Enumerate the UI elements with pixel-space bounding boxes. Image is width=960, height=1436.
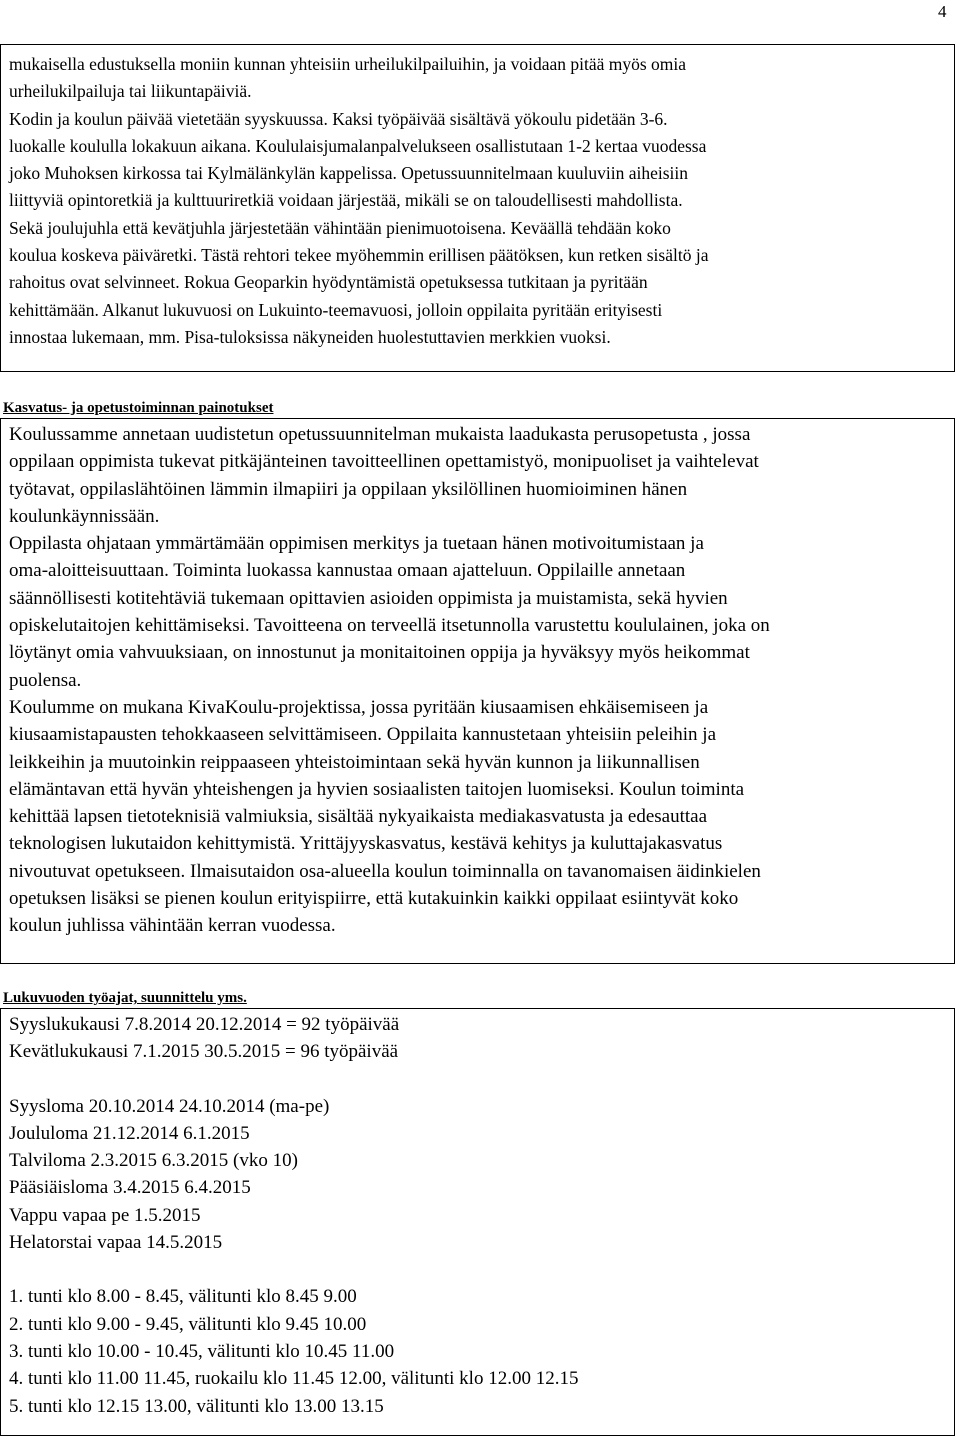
- kasvatus-line: opiskelutaitojen kehittämiseksi. Tavoitteena on terveellä itsetunnolla varustettu koululainen, joka on: [9, 615, 770, 637]
- intro-line: joko Muhoksen kirkossa tai Kylmälänkylän kappelissa. Opetussuunnitelmaan kuuluviin aiheisiin: [9, 163, 688, 184]
- holiday-line: Joululoma 21.12.2014 6.1.2015: [9, 1122, 250, 1144]
- intro-line: liittyviä opintoretkiä ja kulttuuriretkiä voidaan järjestää, mikäli se on taloudellisesti mahdollista.: [9, 190, 683, 211]
- lesson-line: 1. tunti klo 8.00 - 8.45, välitunti klo 8.45 9.00: [9, 1286, 357, 1308]
- holiday-line: Talviloma 2.3.2015 6.3.2015 (vko 10): [9, 1150, 298, 1172]
- lesson-line: 2. tunti klo 9.00 - 9.45, välitunti klo 9.45 10.00: [9, 1313, 367, 1335]
- page-number: 4: [938, 2, 947, 21]
- blank-line: [9, 1256, 950, 1283]
- holiday-line: Helatorstai vapaa 14.5.2015: [9, 1232, 223, 1254]
- lesson-line: 5. tunti klo 12.15 13.00, välitunti klo 13.00 13.15: [9, 1395, 384, 1417]
- kasvatus-line: oma-aloitteisuuttaan. Toiminta luokassa kannustaa omaan ajatteluun. Oppilaille annetaan: [9, 560, 686, 582]
- intro-line: innostaa lukemaan, mm. Pisa-tuloksissa näkyneiden huolestuttavien merkkien vuoksi.: [9, 326, 611, 347]
- intro-line: mukaisella edustuksella moniin kunnan yhteisiin urheilukilpailuihin, ja voidaan pitää myös omia: [9, 54, 687, 74]
- lesson-line: 4. tunti klo 11.00 11.45, ruokailu klo 11.45 12.00, välitunti klo 12.00 12.15: [9, 1368, 579, 1390]
- kasvatus-line: säännöllisesti kotitehtäviä tukemaan opittavien asioiden oppimista ja muistamista, sekä hyvien: [9, 587, 728, 609]
- kasvatus-line: oppilaan oppimista tukevat pitkäjänteinen tavoitteellinen opettamistyö, monipuoliset ja vaihtelevat: [9, 451, 759, 473]
- intro-text-box: [0, 44, 955, 372]
- kasvatus-line: kehittää lapsen tietoteknisiä valmiuksia, sisältää nykyaikaista mediakasvatusta ja edesauttaa: [9, 806, 708, 828]
- kasvatus-line: Koulumme on mukana KivaKoulu-projektissa, jossa pyritään kiusaamisen ehkäisemiseen ja: [9, 696, 709, 718]
- term-line: Syyslukukausi 7.8.2014 20.12.2014 = 92 työpäivää: [9, 1014, 400, 1035]
- lukuvuosi-text-box: [0, 1008, 955, 1436]
- kasvatus-line: kiusaamistapausten tehokkaaseen selvittämiseen. Oppilaita kannustetaan yhteisiin peleihin ja: [9, 724, 717, 746]
- intro-line: rahoitus ovat selvinneet. Rokua Geoparkin hyödyntämistä opetuksessa tutkitaan ja pyritään: [9, 272, 648, 293]
- holiday-line: Pääsiäisloma 3.4.2015 6.4.2015: [9, 1177, 251, 1199]
- kasvatus-line: elämäntavan että hyvän yhteishengen ja hyvien sosiaalisten taitojen luomiseksi. Koulun toiminta: [9, 778, 745, 800]
- section-heading-lukuvuosi: Lukuvuoden työajat, suunnittelu yms.: [3, 990, 247, 1006]
- kasvatus-line: Koulussamme annetaan uudistetun opetussuunnitelman mukaista laadukasta perusopetusta , jossa: [9, 424, 751, 445]
- kasvatus-line: leikkeihin ja muutoinkin reippaaseen yhteistoimintaan sekä hyvän kunnon ja liikunnallisen: [9, 751, 700, 773]
- kasvatus-line: teknologisen lukutaidon kehittymistä. Yrittäjyyskasvatus, kestävä kehitys ja kuluttajakasvatus: [9, 833, 723, 855]
- intro-line: urheilukilpailuja tai liikuntapäiviä.: [9, 81, 252, 102]
- kasvatus-text-box: [0, 418, 955, 964]
- kasvatus-line: työtavat, oppilaslähtöinen lämmin ilmapiiri ja oppilaan yksilöllinen huomioiminen hänen: [9, 478, 688, 500]
- intro-line: Sekä joulujuhla että kevätjuhla järjestetään vähintään pienimuotoisena. Keväällä tehdään koko: [9, 217, 671, 238]
- section-heading-kasvatus: Kasvatus- ja opetustoiminnan painotukset: [3, 400, 274, 416]
- kasvatus-line: löytänyt omia vahvuuksiaan, on innostunut ja monitaitoinen oppija ja hyväksyy myös heikommat: [9, 642, 750, 664]
- holiday-line: Vappu vapaa pe 1.5.2015: [9, 1204, 201, 1226]
- intro-line: Kodin ja koulun päivää vietetään syyskuussa. Kaksi työpäivää sisältävä yökoulu pidetään 3-6.: [9, 108, 668, 129]
- kasvatus-line: koulunkäynnissään.: [9, 505, 160, 527]
- kasvatus-line: nivoutuvat opetukseen. Ilmaisutaidon osa-alueella koulun toiminnalla on tavanomaisen äidinkielen: [9, 860, 761, 882]
- holiday-line: Syysloma 20.10.2014 24.10.2014 (ma-pe): [9, 1095, 330, 1117]
- term-line: Kevätlukukausi 7.1.2015 30.5.2015 = 96 työpäivää: [9, 1041, 399, 1063]
- kasvatus-line: opetuksen lisäksi se pienen koulun erityispiirre, että kutakuinkin kaikki oppilaat esiintyvät koko: [9, 888, 739, 910]
- intro-line: kehittämään. Alkanut lukuvuosi on Lukuinto-teemavuosi, jolloin oppilaita pyritään erityisesti: [9, 299, 663, 320]
- intro-line: luokalle koululla lokakuun aikana. Koululaisjumalanpalvelukseen osallistutaan 1-2 kertaa vuodessa: [9, 135, 707, 156]
- lesson-line: 3. tunti klo 10.00 - 10.45, välitunti klo 10.45 11.00: [9, 1340, 395, 1362]
- kasvatus-line: koulun juhlissa vähintään kerran vuodessa.: [9, 915, 336, 937]
- kasvatus-line: puolensa.: [9, 669, 82, 691]
- kasvatus-line: Oppilasta ohjataan ymmärtämään oppimisen merkitys ja tuetaan hänen motivoitumistaan ja: [9, 533, 704, 555]
- intro-line: koulua koskeva päiväretki. Tästä rehtori tekee myöhemmin erillisen päätöksen, kun retken sisältö ja: [9, 245, 709, 266]
- blank-line: [9, 1066, 950, 1093]
